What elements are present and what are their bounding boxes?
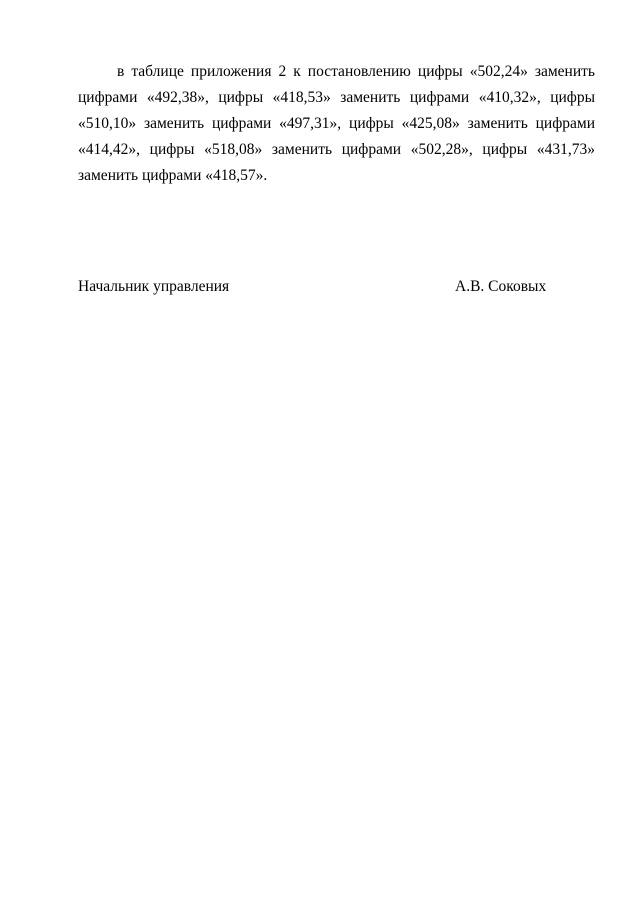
signatory-title: Начальник управления xyxy=(78,278,230,295)
amendment-paragraph: в таблице приложения 2 к постановлению цифры «502,24» заменить цифрами «492,38», цифры «418,53» заменить цифрами «410,32», цифры «510,10» заменить цифрами «497,31», цифры «425,08» заменить цифрами «414,42», цифры «518,08» заменить цифрами «502,28», цифры «431,73» заменить цифрами «418,57». xyxy=(78,63,595,184)
signature-block xyxy=(78,276,595,298)
signatory-name: А.В. Соковых xyxy=(455,278,547,295)
